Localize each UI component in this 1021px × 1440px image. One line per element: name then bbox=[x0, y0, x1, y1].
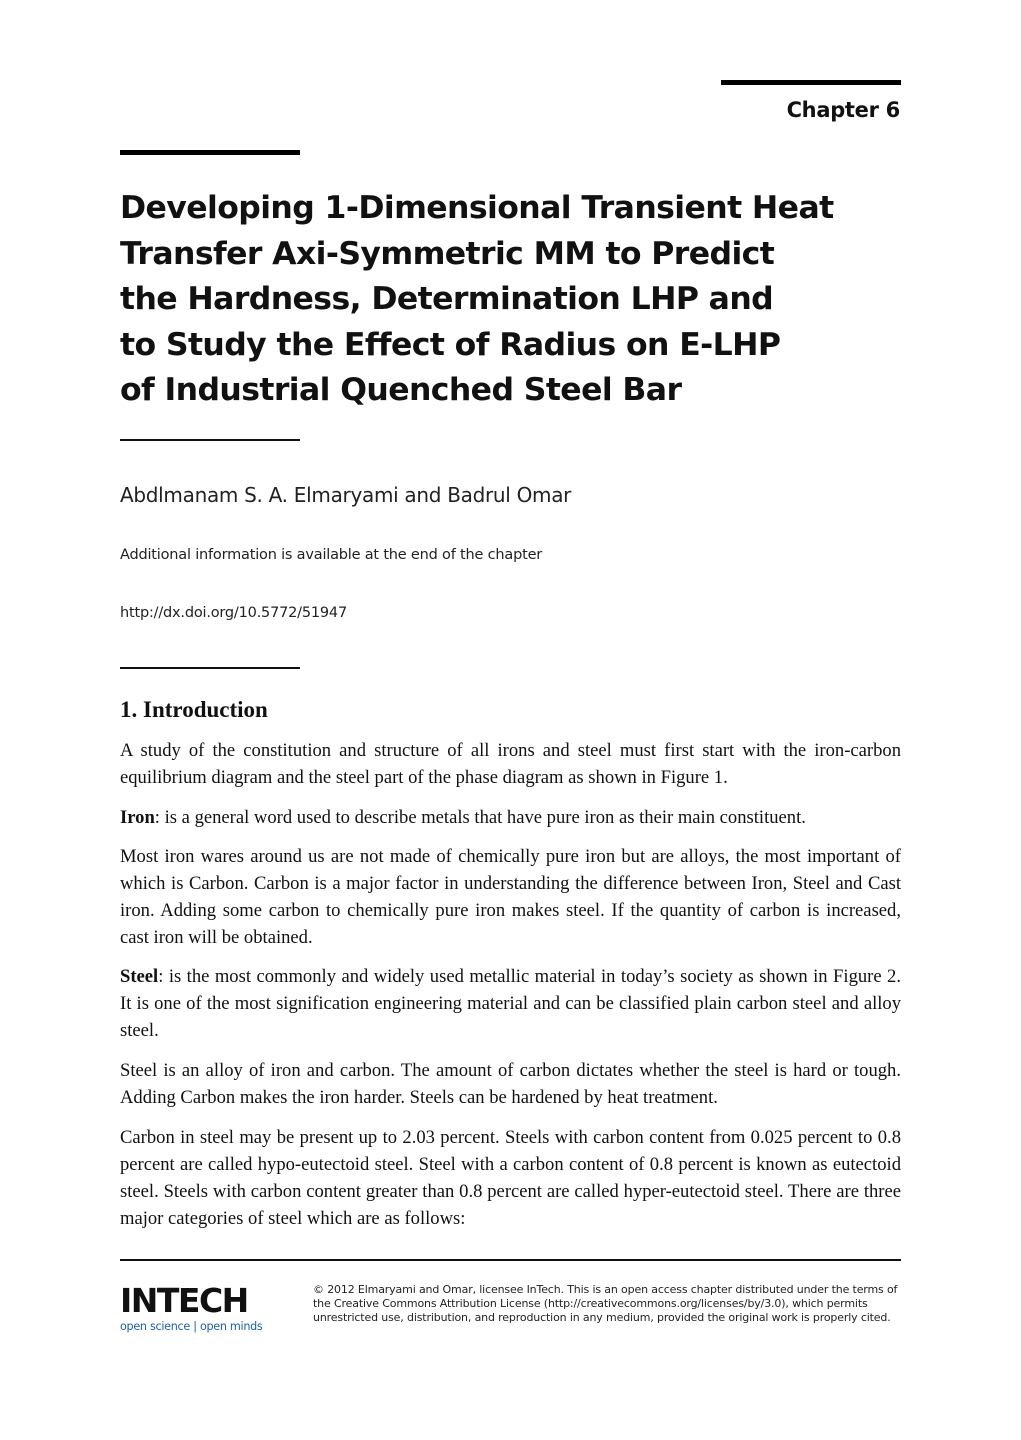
doi-link[interactable]: http://dx.doi.org/10.5772/51947 bbox=[120, 605, 347, 621]
term-steel: Steel bbox=[120, 966, 159, 987]
license-line: the Creative Commons Attribution License (http://creativecommons.org/licenses/by/3.0), which permits bbox=[313, 1297, 868, 1310]
intech-logo bbox=[120, 1281, 263, 1333]
logo-tagline: open science | open minds bbox=[120, 1320, 263, 1333]
authors-rule bbox=[120, 439, 300, 441]
paragraph bbox=[120, 1057, 901, 1111]
logo-wordmark: INTECH bbox=[120, 1281, 248, 1320]
title-line: the Hardness, Determination LHP and bbox=[120, 281, 774, 317]
paragraph-text: : is the most commonly and widely used metallic material in today’s society as shown in Figure 2. It is one of the most signification engineering material and can be classified plain carbon steel and alloy steel. bbox=[120, 966, 901, 1041]
title-line: of Industrial Quenched Steel Bar bbox=[120, 372, 682, 408]
paragraph-text: : is a general word used to describe metals that have pure iron as their main constituent. bbox=[154, 807, 806, 828]
title-line: Developing 1-Dimensional Transient Heat bbox=[120, 190, 834, 226]
title-line: to Study the Effect of Radius on E-LHP bbox=[120, 326, 781, 363]
authors: Abdlmanam S. A. Elmaryami and Badrul Omar bbox=[120, 483, 572, 507]
paragraph bbox=[120, 737, 901, 791]
section-heading: 1. Introduction bbox=[120, 697, 268, 722]
footer-rule bbox=[120, 1259, 901, 1261]
chapter-label: Chapter 6 bbox=[786, 98, 900, 122]
section-rule bbox=[120, 667, 300, 669]
paragraph bbox=[120, 963, 901, 1044]
paragraph-text: A study of the constitution and structure of all irons and steel must first start with the iron-carbon equilibrium diagram and the steel part of the phase diagram as shown in Figure 1. bbox=[120, 740, 901, 788]
paragraph bbox=[120, 804, 901, 831]
paragraph-text: Steel is an alloy of iron and carbon. The amount of carbon dictates whether the steel is hard or tough. Adding Carbon makes the iron harder. Steels can be hardened by heat treatment. bbox=[120, 1060, 901, 1108]
paragraph bbox=[120, 843, 901, 951]
license-line: © 2012 Elmaryami and Omar, licensee InTech. This is an open access chapter distributed under the terms of bbox=[313, 1283, 898, 1296]
paragraph-text: Most iron wares around us are not made of chemically pure iron but are alloys, the most important of which is Carbon. Carbon is a major factor in understanding the difference between Iron, Steel and Cast iron. Adding some carbon to chemically pure iron makes steel. If the quantity of carbon is increased, cast iron will be obtained. bbox=[120, 846, 901, 948]
header-rule bbox=[721, 80, 901, 85]
title-rule bbox=[120, 150, 300, 155]
license-notice bbox=[313, 1283, 913, 1325]
paragraph-text: Carbon in steel may be present up to 2.03 percent. Steels with carbon content from 0.025 percent to 0.8 percent are called hypo-eutectoid steel. Steel with a carbon content of 0.8 percent is known as eutectoid steel. Steels with carbon content greater than 0.8 percent are called hyper-eutectoid steel. There are three major categories of steel which are as follows: bbox=[120, 1127, 901, 1229]
title-line: Transfer Axi-Symmetric MM to Predict bbox=[120, 235, 775, 272]
paragraph bbox=[120, 1124, 901, 1232]
additional-info: Additional information is available at the end of the chapter bbox=[120, 547, 543, 563]
license-line: unrestricted use, distribution, and reproduction in any medium, provided the original work is properly cited. bbox=[313, 1311, 891, 1324]
chapter-title bbox=[120, 186, 840, 414]
term-iron: Iron bbox=[120, 807, 155, 828]
